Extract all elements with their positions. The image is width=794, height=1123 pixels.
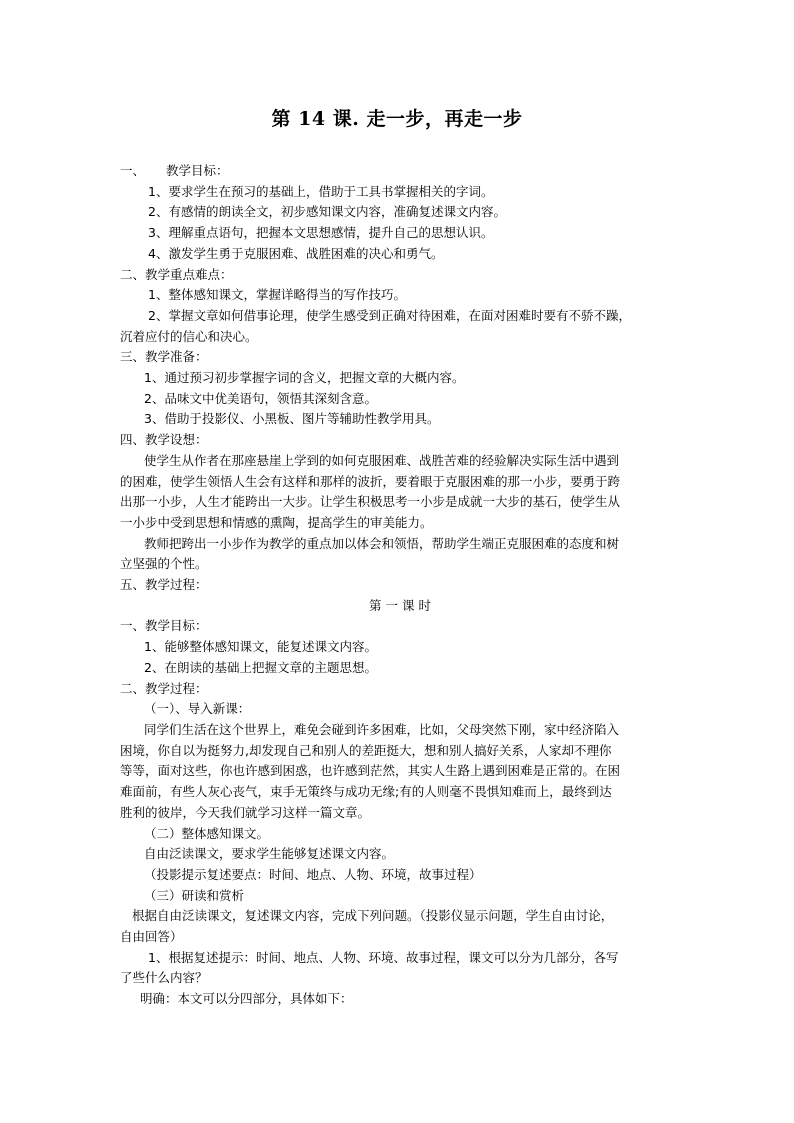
lesson-title: 第 14 课. 走一步，再走一步 <box>271 108 523 130</box>
section-heading-preparation: 三、教学准备： <box>120 349 208 365</box>
step-heading: （三）研读和赏析 <box>144 887 245 903</box>
answer-line: 明确：本文可以分四部分，具体如下： <box>140 991 353 1007</box>
question-line: 了些什么内容？ <box>120 970 208 986</box>
paragraph-line: 使学生从作者在那座悬崖上学到的如何克服困难、战胜苦难的经验解决实际生活中遇到 <box>144 452 620 468</box>
paragraph-line: 困境，你自以为挺努力,却发现自己和别人的差距挺大，想和别人搞好关系，人家却不理你 <box>120 742 612 758</box>
list-item: 4、激发学生勇于克服困难、战胜困难的决心和勇气。 <box>148 245 444 261</box>
paragraph-line: 教师把跨出一小步作为教学的重点加以体会和领悟，帮助学生端正克服困难的态度和树 <box>144 535 620 551</box>
step-heading: （一）、导入新课： <box>144 701 251 717</box>
list-item: 1、能够整体感知课文，能复述课文内容。 <box>144 639 377 655</box>
document-body <box>120 161 680 1010</box>
paragraph-line: 立坚强的个性。 <box>120 556 208 572</box>
list-item: 1、整体感知课文，掌握详略得当的写作技巧。 <box>148 287 406 303</box>
list-item: 2、品味文中优美语句，领悟其深刻含意。 <box>144 390 377 406</box>
list-item: 3、借助于投影仪、小黑板、图片等辅助性教学用具。 <box>144 411 440 427</box>
paragraph-line: 等等，面对这些，你也许感到困惑，也许感到茫然，其实人生路上遇到困难是正常的。在困 <box>120 763 621 779</box>
paragraph-line: 难面前，有些人灰心丧气，束手无策终与成功无缘;有的人则毫不畏惧知难而上，最终到达 <box>120 784 612 800</box>
list-item: 2、有感情的朗读全文，初步感知课文内容，准确复述课文内容。 <box>148 204 506 220</box>
section-label: 教学目标： <box>166 163 229 178</box>
step-heading: （二）整体感知课文。 <box>144 825 270 841</box>
list-item: 1、通过预习初步掌握字词的含义，把握文章的大概内容。 <box>144 370 465 386</box>
question-line: 1、根据复述提示：时间、地点、人物、环境、故事过程，课文可以分为几部分，各写 <box>148 949 619 965</box>
list-item: 1、要求学生在预习的基础上，借助于工具书掌握相关的字词。 <box>148 183 494 199</box>
paragraph-line: 自由泛读课文，要求学生能够复述课文内容。 <box>144 846 395 862</box>
section-number: 一、 <box>120 163 146 178</box>
paragraph-line: （投影提示复述要点：时间、地点、人物、环境，故事过程） <box>144 866 482 882</box>
list-item: 2、在朗读的基础上把握文章的主题思想。 <box>144 659 377 675</box>
paragraph-line: 的困难，使学生领悟人生会有这样和那样的波折，要着眼于克服困难的那一小步，要勇于跨 <box>120 473 621 489</box>
subsection-heading-goals: 一、教学目标： <box>120 618 208 634</box>
paragraph-line: 自由回答） <box>120 929 183 945</box>
paragraph-line: 根据自由泛读课文，复述课文内容，完成下列问题。（投影仪显示问题，学生自由讨论， <box>132 908 614 924</box>
paragraph-line: 同学们生活在这个世界上，难免会碰到许多困难，比如，父母突然下刚，家中经济陷入 <box>144 721 620 737</box>
paragraph-line: 2、掌握文章如何借事论理，使学生感受到正确对待困难，在面对困难时要有不骄不躁， <box>148 307 631 323</box>
subsection-heading-process: 二、教学过程： <box>120 680 208 696</box>
paragraph-line: 出那一小步，人生才能跨出一大步。让学生积极思考一小步是成就一大步的基石，使学生从 <box>120 494 621 510</box>
section-heading-goals <box>120 161 680 182</box>
section-heading-keypoints: 二、教学重点难点： <box>120 266 233 282</box>
lesson-period-heading: 第 一 课 时 <box>369 597 431 613</box>
list-item: 3、理解重点语句，把握本文思想感情，提升自己的思想认识。 <box>148 225 494 241</box>
paragraph-line: 一小步中受到思想和情感的熏陶，提高学生的审美能力。 <box>120 514 433 530</box>
section-heading-design: 四、教学设想： <box>120 432 208 448</box>
paragraph-line: 胜利的彼岸，今天我们就学习这样一篇文章。 <box>120 804 371 820</box>
paragraph-line: 沉着应付的信心和决心。 <box>120 328 258 344</box>
section-heading-process: 五、教学过程： <box>120 577 208 593</box>
